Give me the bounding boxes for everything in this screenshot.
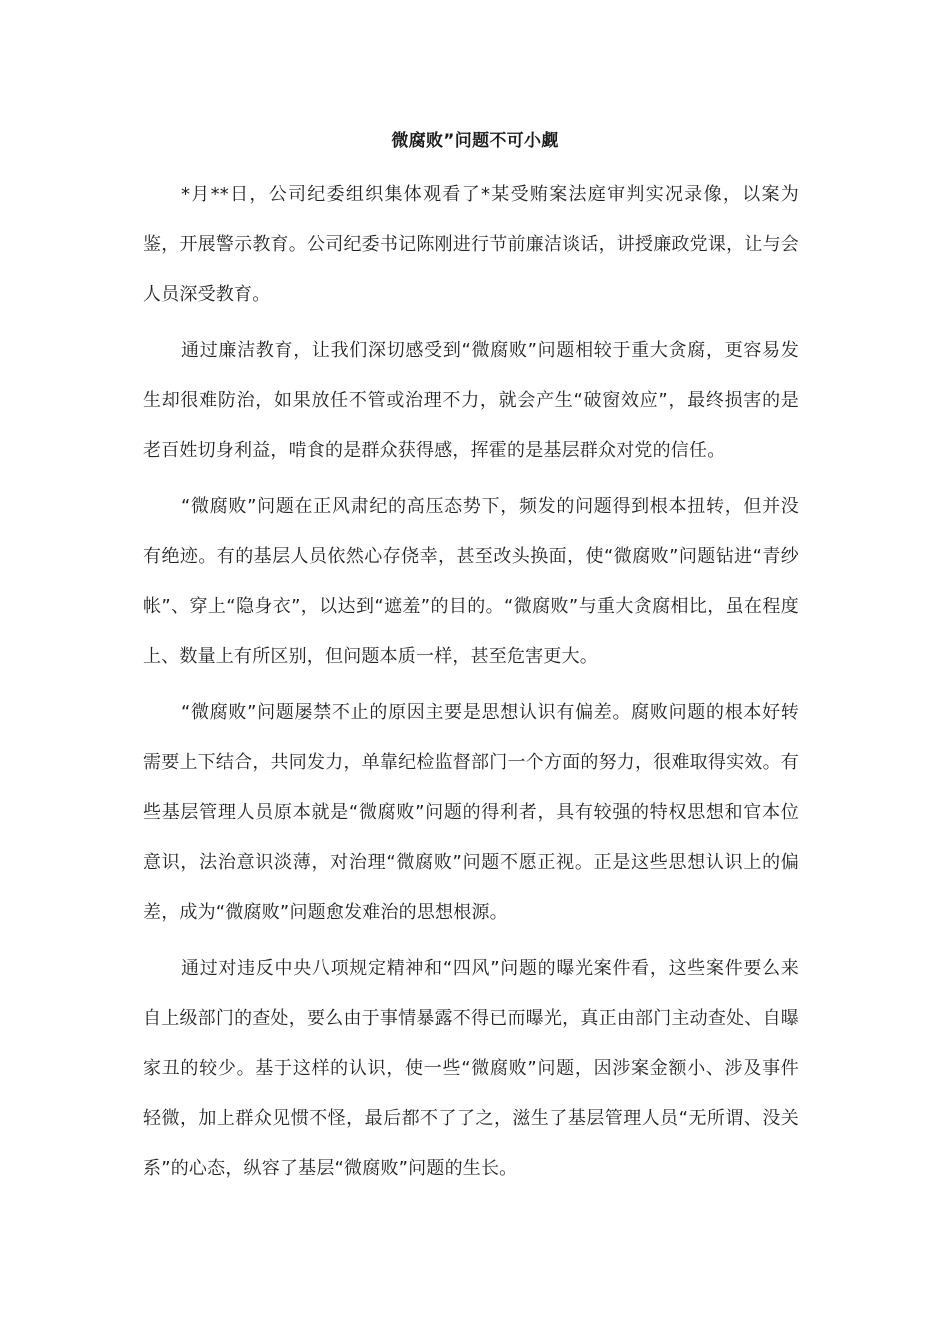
paragraph-2: 通过廉洁教育，让我们深切感受到“微腐败”问题相较于重大贪腐，更容易发生却很难防治，如果放任不管或治理不力，就会产生“破窗效应”，最终损害的是老百姓切身利益，啃食的是群众获得感，挥霍的是基层群众对党的信任。 (143, 340, 799, 461)
paragraph-3: “微腐败”问题在正风肃纪的高压态势下，频发的问题得到根本扭转，但并没有绝迹。有的基层人员依然心存侥幸，甚至改头换面，使“微腐败”问题钻进“青纱帐”、穿上“隐身衣”，以达到“遮羞”的目的。“微腐败”与重大贪腐相比，虽在程度上、数量上有所区别，但问题本质一样，甚至危害更大。 (143, 496, 799, 667)
paragraph-5: 通过对违反中央八项规定精神和“四风”问题的曝光案件看，这些案件要么来自上级部门的查处，要么由于事情暴露不得已而曝光，真正由部门主动查处、自曝家丑的较少。基于这样的认识，使一些“微腐败”问题，因涉案金额小、涉及事件轻微，加上群众见惯不怪，最后都不了了之，滋生了基层管理人员“无所谓、没关系”的心态，纵容了基层“微腐败”问题的生长。 (143, 958, 799, 1179)
document-body (143, 170, 799, 1200)
paragraph-4: “微腐败”问题屡禁不止的原因主要是思想认识有偏差。腐败问题的根本好转需要上下结合，共同发力，单靠纪检监督部门一个方面的努力，很难取得实效。有些基层管理人员原本就是“微腐败”问题的得利者，具有较强的特权思想和官本位意识，法治意识淡薄，对治理“微腐败”问题不愿正视。正是这些思想认识上的偏差，成为“微腐败”问题愈发难治的思想根源。 (143, 702, 799, 923)
document-title: 微腐败”问题不可小觑 (391, 131, 559, 151)
paragraph-1: *月**日，公司纪委组织集体观看了*某受贿案法庭审判实况录像，以案为鉴，开展警示教育。公司纪委书记陈刚进行节前廉洁谈话，讲授廉政党课，让与会人员深受教育。 (143, 184, 799, 305)
